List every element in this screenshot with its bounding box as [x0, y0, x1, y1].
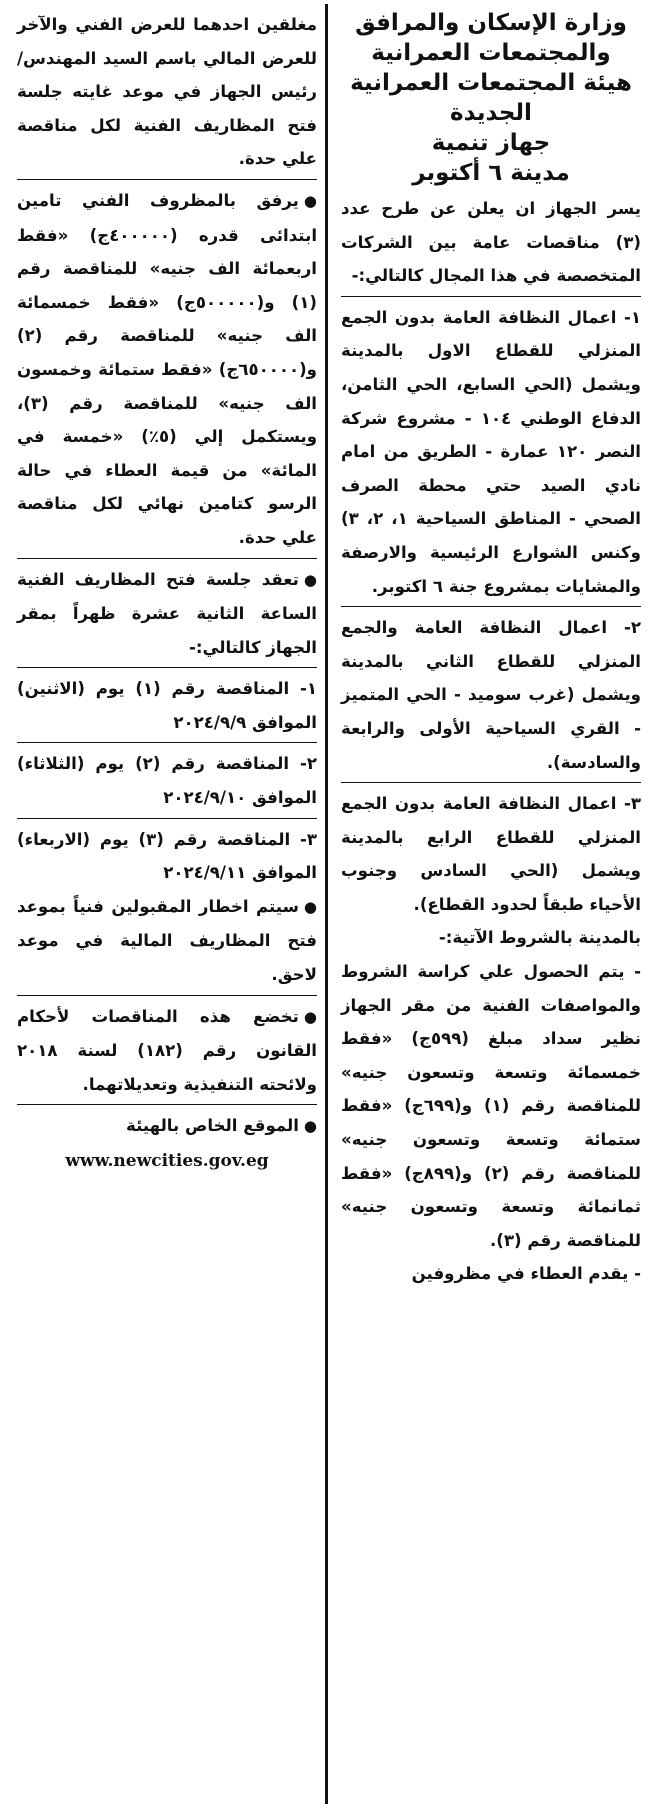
section-divider — [17, 742, 317, 743]
condition-envelopes: - يقدم العطاء في مظروفين — [411, 1264, 641, 1284]
website-link[interactable]: www.newcities.gov.eg — [65, 1151, 269, 1171]
intro-paragraph: يسر الجهاز ان يعلن عن طرح عدد (٣) مناقصات عامة بين الشركات المتخصصة في هذا المجال كالتالي:- — [341, 199, 641, 286]
session-2: ٢- المناقصة رقم (٢) يوم (الثلاثاء) الموافق ٢٠٢٤/٩/١٠ — [17, 754, 318, 808]
section-divider — [17, 995, 317, 996]
condition-booklet: - يتم الحصول علي كراسة الشروط والمواصفات الفنية من مقر الجهاز نظير سداد مبلغ (٥٩٩ج) «فقط خمسمائة وتسعة وتسعون جنيه» للمناقصة رقم (١) و(٦٩٩ج) «فقط ستمائة وتسعة وتسعون جنيه» للمناقصة رقم (٢) و(٨٩٩ج) «فقط ثمانمائة وتسعة وتسعون جنيه» للمناقصة رقم (٣). — [341, 962, 641, 1250]
section-divider — [17, 1104, 317, 1105]
tender-1: ١- اعمال النظافة العامة بدون الجمع المنزلي للقطاع الاول بالمدينة ويشمل (الحي السابع، الحي الثامن، الدفاع الوطني ١٠٤ - مشروع شركة النصر ١٢٠ عمارة - الطريق من امام نادي الصيد حتي محطة الصرف الصحي - المناطق السياحية ١، ٢، ٣) وكنس الشوارع الرئيسية والارصفة والمشايات بمشروع جنة ٦ اكتوبر. — [341, 307, 641, 596]
tender-2: ٢- اعمال النظافة العامة والجمع المنزلي للقطاع الثاني بالمدينة ويشمل (غرب سوميد - الحي المتميز - القري السياحية الأولى والرابعة والسادسة). — [341, 618, 641, 772]
ministry-heading — [341, 8, 641, 188]
section-divider — [17, 558, 317, 559]
section-divider — [17, 179, 317, 180]
session-3: ٣- المناقصة رقم (٣) يوم (الاربعاء) الموافق ٢٠٢٤/٩/١١ — [17, 829, 318, 883]
notify-bullet: ● سيتم اخطار المقبولين فنياً بموعد فتح المظاريف المالية في موعد لاحق. — [17, 890, 317, 992]
heading-line-1: وزارة الإسكان والمرافق — [355, 10, 627, 36]
section-divider — [17, 818, 317, 819]
tender-3: ٣- اعمال النظافة العامة بدون الجمع المنزلي للقطاع الرابع بالمدينة ويشمل (الحي السادس وجنوب الأحياء طبقاً لحدود القطاع). — [341, 794, 641, 914]
website-bullet: ● الموقع الخاص بالهيئة — [17, 1109, 317, 1144]
right-column — [341, 8, 641, 1291]
left-column — [17, 8, 317, 1176]
column-divider — [325, 4, 328, 1804]
heading-line-5: جهاز تنمية — [431, 130, 551, 156]
heading-line-3: هيئة المجتمعات العمرانية — [350, 70, 632, 96]
law-bullet: ● تخضع هذه المناقصات لأحكام القانون رقم (١٨٢) لسنة ٢٠١٨ ولائحته التنفيذية وتعديلاتهما. — [17, 1000, 317, 1102]
condition-envelopes-continued: مغلقين احدهما للعرض الفني والآخر للعرض المالي باسم السيد المهندس/ رئيس الجهاز في موعد غايته جلسة فتح المظاريف الفنية لكل مناقصة علي حدة. — [17, 15, 317, 169]
conditions-intro: بالمدينة بالشروط الآتية:- — [438, 928, 641, 948]
section-divider — [17, 667, 317, 668]
section-divider — [341, 606, 641, 607]
heading-line-4: الجديدة — [450, 100, 532, 126]
session-bullet: ● تعقد جلسة فتح المظاريف الفنية الساعة الثانية عشرة ظهراً بمقر الجهاز كالتالي:- — [17, 563, 317, 665]
session-1: ١- المناقصة رقم (١) يوم (الاثنين) الموافق ٢٠٢٤/٩/٩ — [17, 679, 318, 732]
section-divider — [341, 782, 641, 783]
insurance-bullet: ● يرفق بالمظروف الفني تامين ابتدائى قدره (٤٠٠٠٠٠ج) «فقط اربعمائة الف جنيه» للمناقصة رقم (١) و(٥٠٠٠٠٠ج) «فقط خمسمائة الف جنيه» للمناقصة رقم (٢) و(٦٥٠٠٠٠ج) «فقط ستمائة وخمسون الف جنيه» للمناقصة رقم (٣)، ويستكمل إلي (٥٪) «خمسة في المائة» من قيمة العطاء في حالة الرسو كتامين نهائي لكل مناقصة علي حدة. — [17, 184, 317, 555]
section-divider — [341, 296, 641, 297]
heading-line-2: والمجتمعات العمرانية — [371, 40, 611, 66]
heading-line-6: مدينة ٦ أكتوبر — [412, 160, 570, 186]
